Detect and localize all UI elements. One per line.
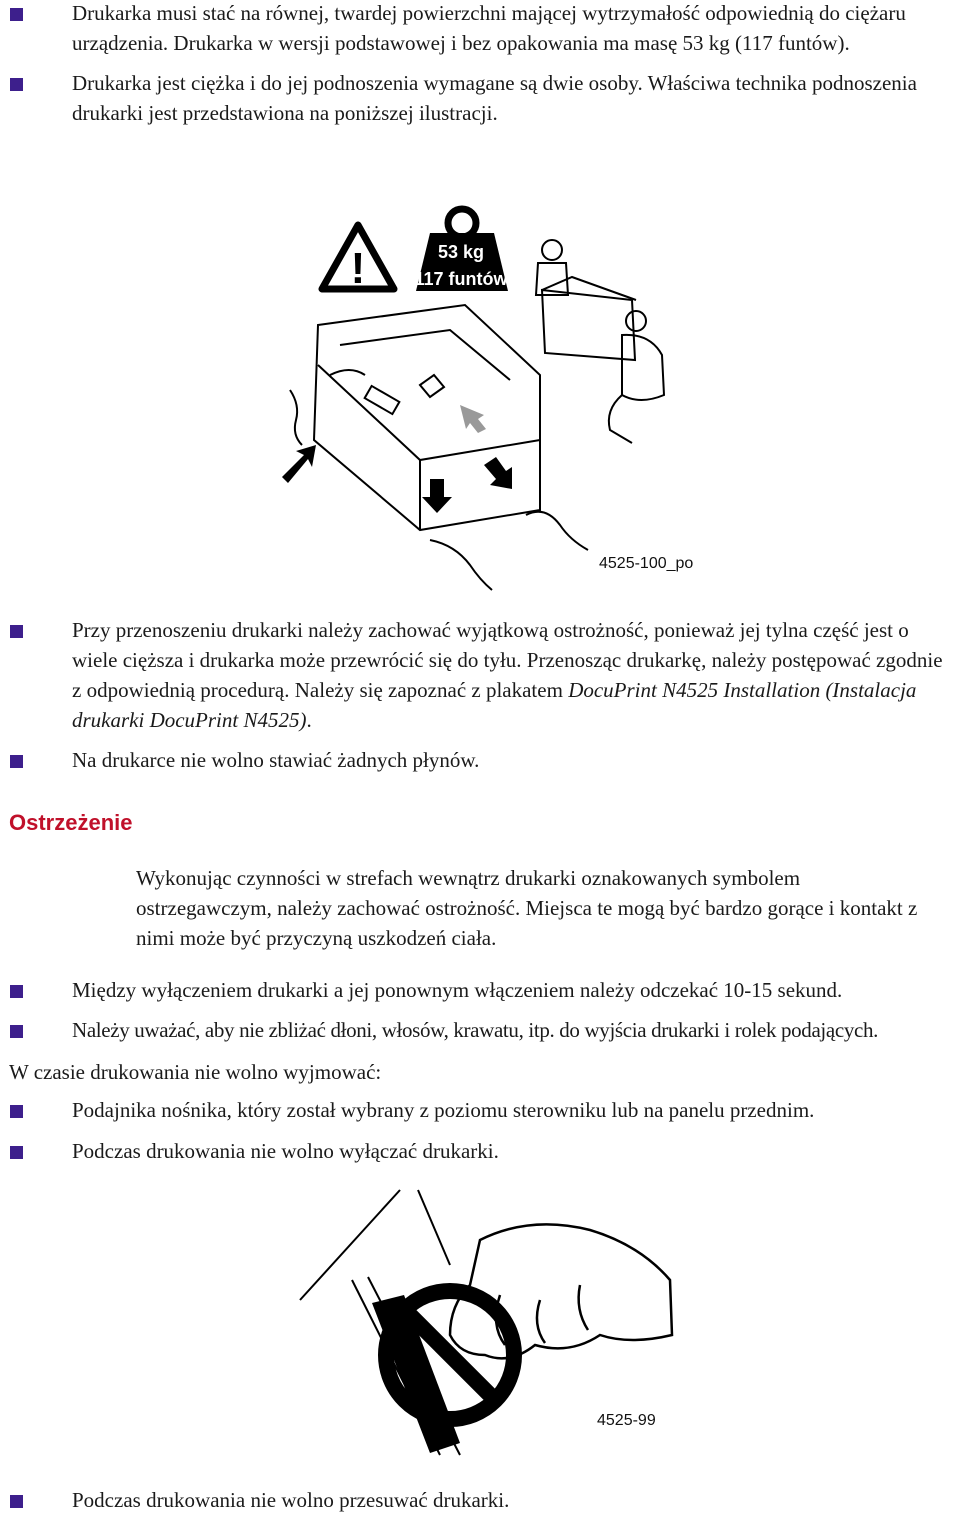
warning-exclamation: ! [350,244,366,293]
print-intro-text: W czasie drukowania nie wolno wyjmować: [9,1060,382,1084]
bullet-square-icon [10,1146,23,1159]
bullet-square-icon [10,625,23,638]
bullet-square-icon [10,1025,23,1038]
printer-drawing [314,305,540,530]
list-item-text: Na drukarce nie wolno stawiać żadnych płynów. [72,748,480,772]
bullet-square-icon [10,985,23,998]
bullet-square-icon [10,1105,23,1118]
list-item-text: Między wyłączeniem drukarki a jej ponownym włączeniem należy odczekać 10-15 sekund. [72,978,843,1002]
bullet-square-icon [10,78,23,91]
bullet-square-icon [10,8,23,21]
weight-icon [414,209,508,291]
figure-caption: 4525-100_po [599,555,694,572]
weight-kg-label: 53 kg [437,242,485,262]
list-item-text [72,615,954,735]
list-item-text: Podajnika nośnika, który został wybrany z poziomu sterowniku lub na panelu przednim. [72,1098,815,1122]
figure-caption: 4525-99 [597,1412,656,1429]
weight-lb-label: 117 funtów [414,269,508,289]
list-item-text: Podczas drukowania nie wolno wyłączać drukarki. [72,1139,499,1163]
lift-arrow-icons [282,405,512,513]
list-item-text: Podczas drukowania nie wolno przesuwać drukarki. [72,1488,510,1512]
bullet-square-icon [10,755,23,768]
poster-title: DocuPrint N4525 Installation (Instalacja drukarki DocuPrint N4525) [72,678,917,732]
lifting-illustration [270,205,710,595]
warning-triangle-icon [322,225,394,293]
warning-text: Wykonując czynności w strefach wewnątrz drukarki oznakowanych symbolem ostrzegawczym, należy zachować ostrożność. Miejsca te mogą być bardzo gorące i kontakt z nimi może być przyczyną uszkodzeń ciała. [136,866,918,950]
bullet-square-icon [10,1495,23,1508]
list-item-text-part: . [306,708,312,732]
list-item-text-part: Przy przenoszeniu drukarki należy zachować wyjątkową ostrożność, ponieważ jej tylna część jest o wiele cięższa i drukarka może przewrócić się do tyłu. Przenosząc drukarkę, należy postępować zgodnie z odpowiednią procedurą. Należy się zapoznać z plakatem [72,618,943,702]
warning-heading: Ostrzeżenie [9,810,133,835]
list-item-text: Drukarka musi stać na równej, twardej powierzchni mającej wytrzymałość odpowiednią do ciężaru urządzenia. Drukarka w wersji podstawowej i bez opakowania ma masę 53 kg (117 funtów). [72,1,906,55]
persons-carrying-printer [536,240,664,443]
list-item-text: Drukarka jest ciężka i do jej podnoszenia wymagane są dwie osoby. Właściwa technika podnoszenia drukarki jest przedstawiona na poniższej ilustracji. [72,71,917,125]
list-item-text: Należy uważać, aby nie zbliżać dłoni, włosów, krawatu, itp. do wyjścia drukarki i rolek podających. [72,1018,879,1042]
